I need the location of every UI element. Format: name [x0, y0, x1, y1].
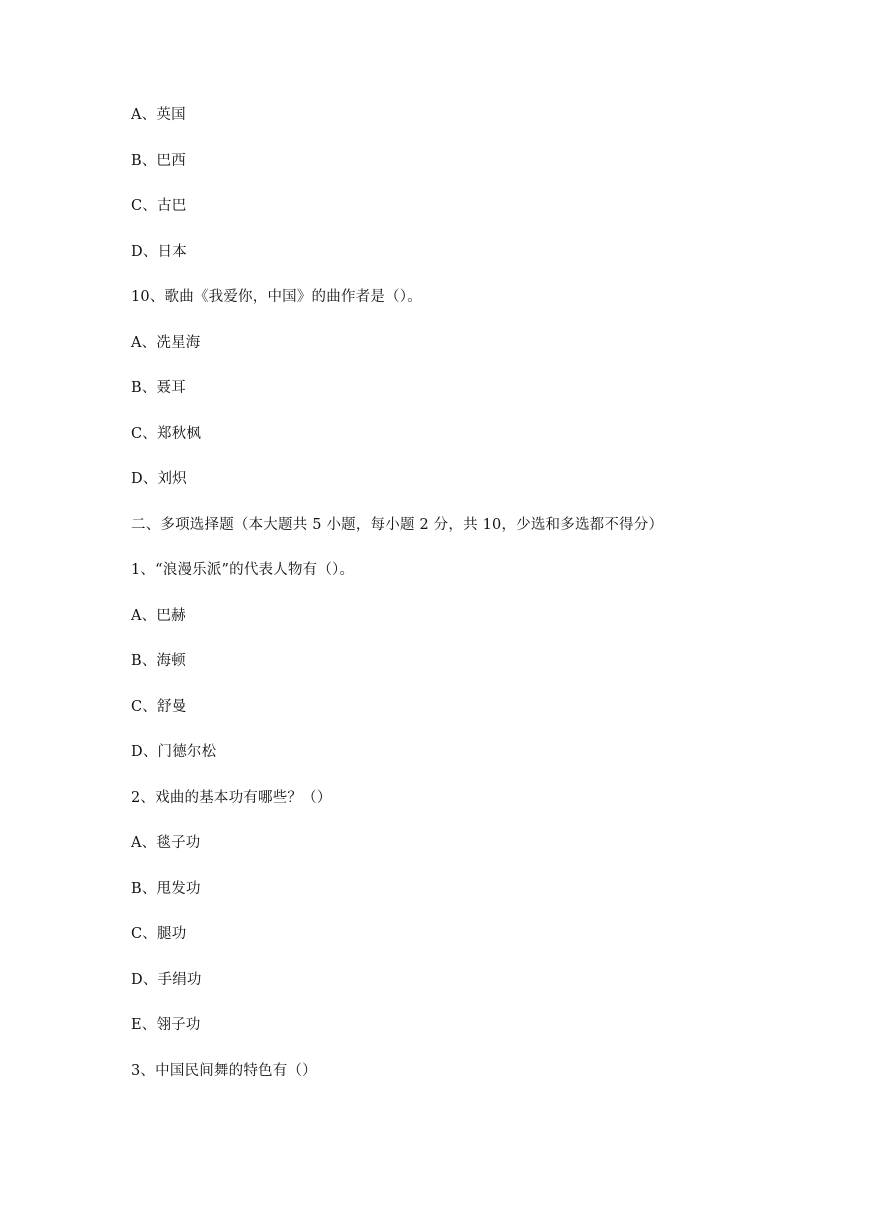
option-d: D、日本	[131, 244, 187, 260]
option-c: C、郑秋枫	[131, 426, 202, 442]
option-c: C、腿功	[131, 926, 187, 942]
question-2: 2、戏曲的基本功有哪些？（）	[131, 790, 332, 806]
option-d: D、手绢功	[131, 972, 202, 988]
option-b: B、甩发功	[131, 881, 201, 897]
section-heading-multiple-choice: 二、多项选择题（本大题共 5 小题，每小题 2 分，共 10，少选和多选都不得分）	[131, 517, 664, 533]
option-c: C、舒曼	[131, 699, 187, 715]
question-3: 3、中国民间舞的特色有（）	[131, 1063, 317, 1079]
option-a: A、英国	[131, 107, 186, 123]
option-a: A、毯子功	[131, 835, 201, 851]
option-b: B、聂耳	[131, 380, 186, 396]
option-b: B、海顿	[131, 653, 186, 669]
option-c: C、古巴	[131, 198, 187, 214]
option-a: A、冼星海	[131, 335, 201, 351]
option-b: B、巴西	[131, 153, 186, 169]
option-d: D、门德尔松	[131, 744, 217, 760]
question-1: 1、“浪漫乐派”的代表人物有（）。	[131, 562, 355, 578]
option-a: A、巴赫	[131, 608, 186, 624]
option-d: D、刘炽	[131, 471, 187, 487]
question-10: 10、歌曲《我爱你，中国》的曲作者是（）。	[131, 289, 422, 305]
option-e: E、翎子功	[131, 1017, 201, 1033]
